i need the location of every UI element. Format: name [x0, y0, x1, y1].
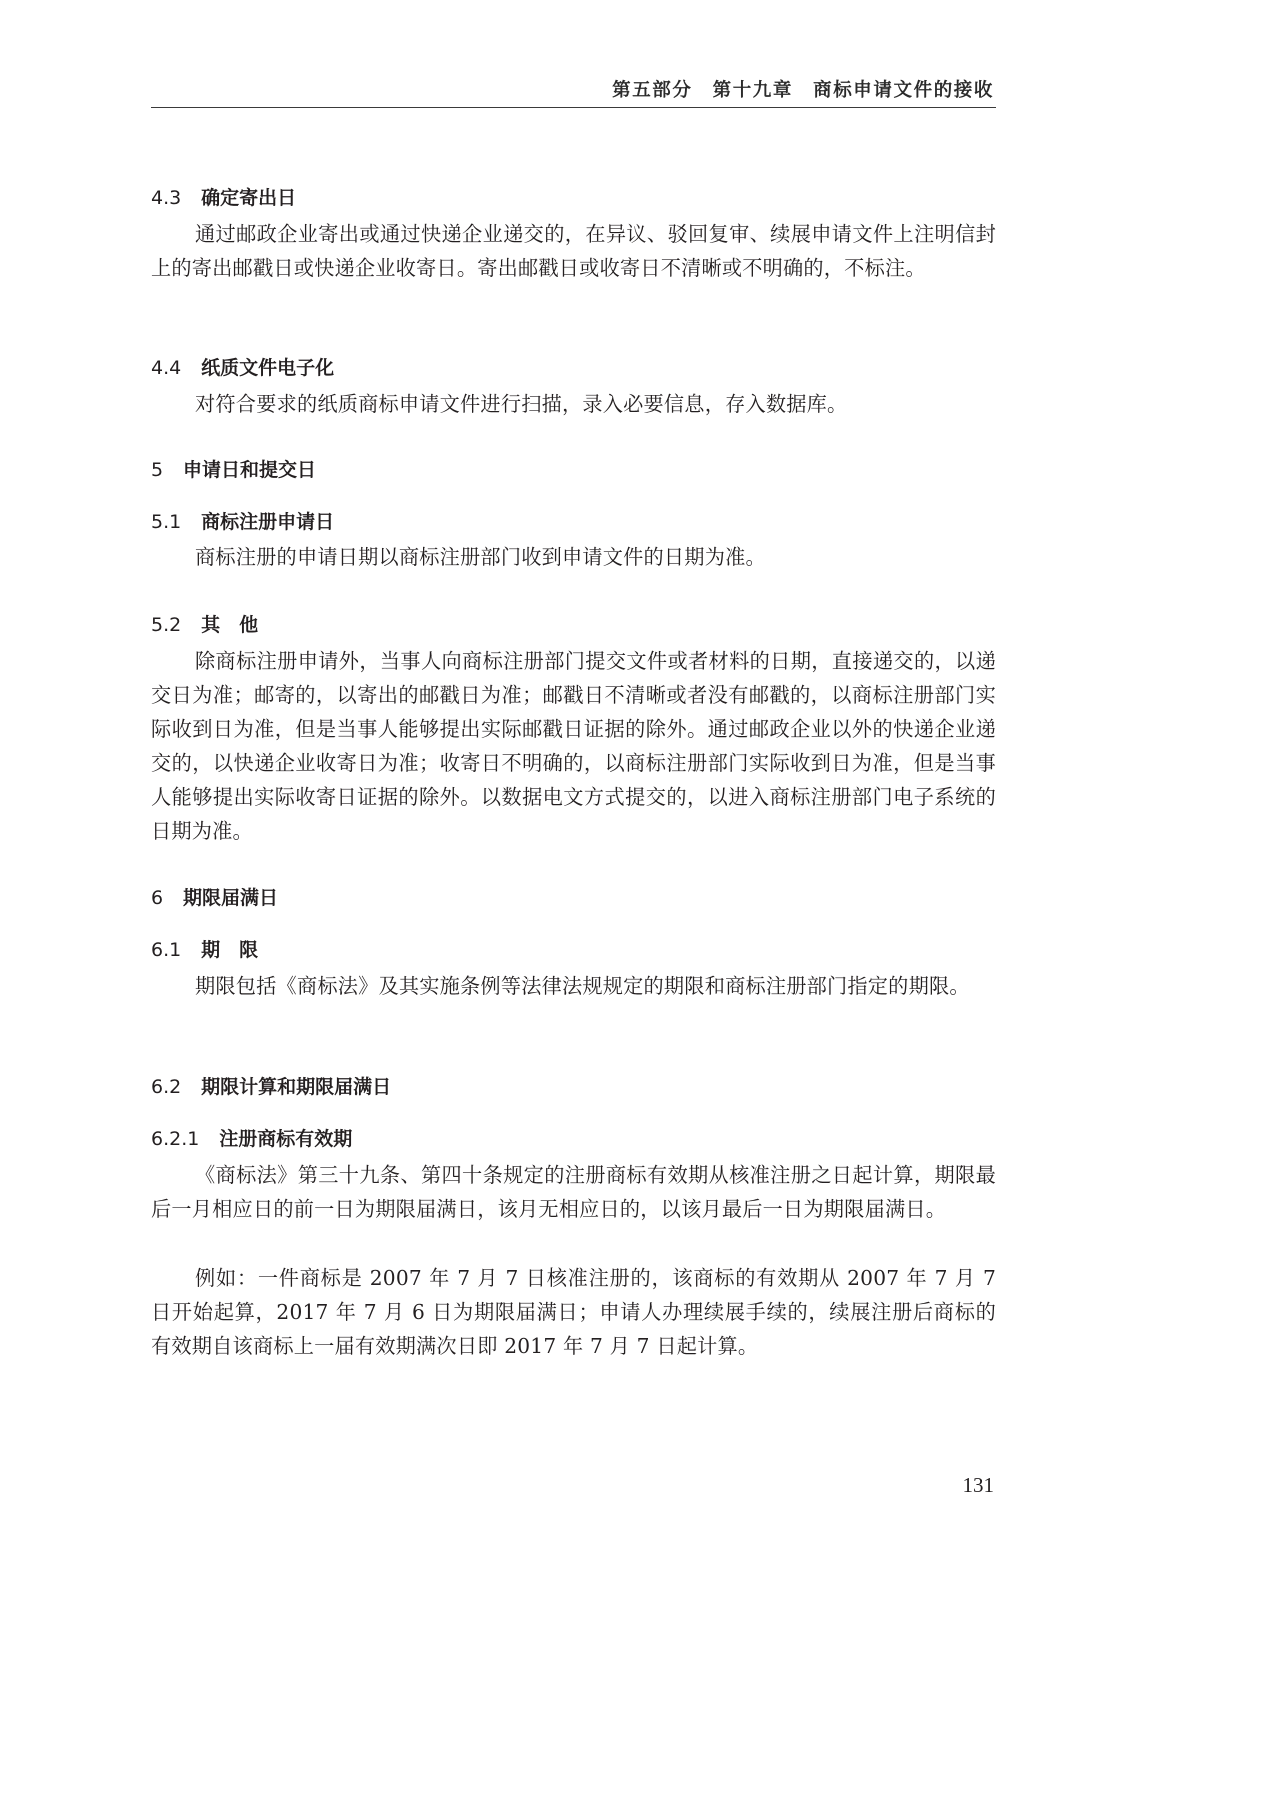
section-title: 申请日和提交日 [182, 459, 316, 481]
paragraph: 例如：一件商标是 2007 年 7 月 7 日核准注册的，该商标的有效期从 2007 年 7 月 7 日开始起算，2017 年 7 月 6 日为期限届满日；申请人办理续展手续的，续展注册后商标的有效期自该商标上一届有效期满次日即 2017 年 7 月 7 日起计算。 [151, 1266, 996, 1358]
paragraph: 《商标法》第三十九条、第四十条规定的注册商标有效期从核准注册之日起计算，期限最后一月相应日的前一日为期限届满日，该月无相应日的，以该月最后一日为期限届满日。 [151, 1163, 996, 1221]
section-number: 5.1 [151, 511, 182, 533]
section-number: 6.2 [151, 1076, 182, 1098]
heading-6-2-1 [151, 1126, 352, 1152]
heading-6-2 [151, 1074, 391, 1100]
heading-5-1 [151, 509, 334, 535]
section-number: 6.1 [151, 939, 182, 961]
section-title: 期限届满日 [182, 887, 278, 909]
paragraph: 商标注册的申请日期以商标注册部门收到申请文件的日期为准。 [195, 545, 766, 569]
heading-4-3 [151, 185, 296, 211]
section-number: 5.2 [151, 614, 182, 636]
heading-5-2 [151, 612, 258, 638]
paragraph: 期限包括《商标法》及其实施条例等法律法规规定的期限和商标注册部门指定的期限。 [195, 974, 970, 998]
section-number: 4.4 [151, 357, 182, 379]
section-title: 期限计算和期限届满日 [201, 1076, 392, 1098]
paragraph: 除商标注册申请外，当事人向商标注册部门提交文件或者材料的日期，直接递交的，以递交日为准；邮寄的，以寄出的邮戳日为准；邮戳日不清晰或者没有邮戳的，以商标注册部门实际收到日为准，但是当事人能够提出实际邮戳日证据的除外。通过邮政企业以外的快递企业递交的，以快递企业收寄日为准；收寄日不明确的，以商标注册部门实际收到日为准，但是当事人能够提出实际收寄日证据的除外。以数据电文方式提交的，以进入商标注册部门电子系统的日期为准。 [151, 649, 996, 843]
section-title: 注册商标有效期 [219, 1128, 353, 1150]
running-header-text: 第五部分 第十九章 商标申请文件的接收 [612, 80, 994, 101]
page-number: 131 [962, 1473, 994, 1497]
heading-5 [151, 457, 316, 483]
heading-6-1 [151, 937, 258, 963]
section-title: 商标注册申请日 [201, 511, 335, 533]
section-title: 期 限 [201, 939, 259, 961]
heading-6 [151, 885, 278, 911]
paragraph: 通过邮政企业寄出或通过快递企业递交的，在异议、驳回复审、续展申请文件上注明信封上的寄出邮戳日或快递企业收寄日。寄出邮戳日或收寄日不清晰或不明确的，不标注。 [151, 222, 996, 280]
section-title: 确定寄出日 [201, 187, 297, 209]
section-number: 6 [151, 887, 164, 909]
paragraph: 对符合要求的纸质商标申请文件进行扫描，录入必要信息，存入数据库。 [195, 392, 848, 416]
running-header [151, 72, 996, 108]
section-title: 纸质文件电子化 [201, 357, 335, 379]
section-number: 4.3 [151, 187, 182, 209]
section-title: 其 他 [201, 614, 259, 636]
section-number: 6.2.1 [151, 1128, 200, 1150]
section-number: 5 [151, 459, 164, 481]
heading-4-4 [151, 355, 334, 381]
